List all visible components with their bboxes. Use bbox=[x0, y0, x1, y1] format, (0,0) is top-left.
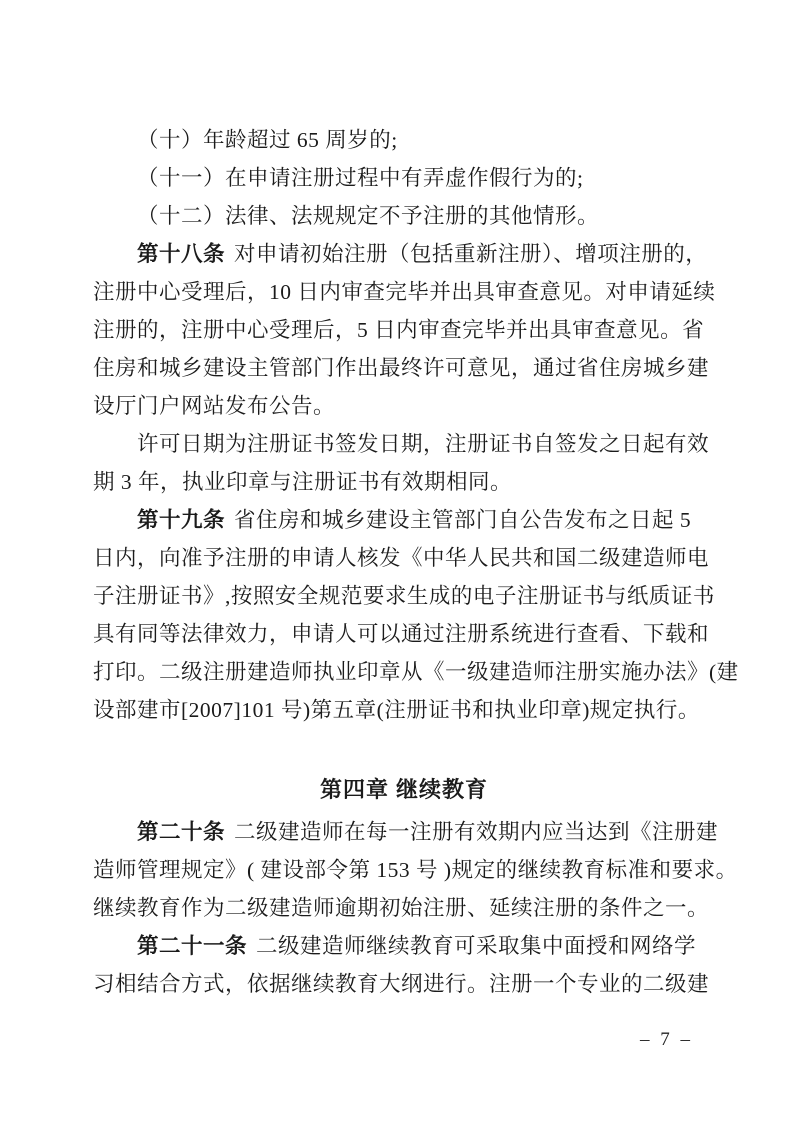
text-line bbox=[93, 653, 739, 691]
text-line bbox=[93, 273, 715, 311]
line-text: 造师管理规定》( 建设部令第 153 号 )规定的继续教育标准和要求。 bbox=[93, 858, 738, 882]
line-text: 习相结合方式，依据继续教育大纲进行。注册一个专业的二级建 bbox=[93, 972, 710, 996]
line-text: （十二）法律、法规规定不予注册的其他情形。 bbox=[137, 204, 600, 228]
list-item-line bbox=[93, 121, 715, 159]
article-number: 第二十条 bbox=[137, 820, 226, 844]
text-line bbox=[93, 463, 715, 501]
document-body bbox=[93, 121, 739, 1003]
line-text: 许可日期为注册证书签发日期，注册证书自签发之日起有效 bbox=[137, 432, 710, 456]
article-line bbox=[93, 235, 715, 273]
line-text: 打印。二级注册建造师执业印章从《一级建造师注册实施办法》(建 bbox=[93, 660, 739, 684]
text-line bbox=[93, 577, 715, 615]
line-text: 注册中心受理后，10 日内审查完毕并出具审查意见。对申请延续 bbox=[93, 280, 716, 304]
line-text: 具有同等法律效力，申请人可以通过注册系统进行查看、下载和 bbox=[93, 622, 710, 646]
line-text: 设厅门户网站发布公告。 bbox=[93, 394, 336, 418]
line-text: 住房和城乡建设主管部门作出最终许可意见，通过省住房城乡建 bbox=[93, 356, 710, 380]
text-line bbox=[93, 539, 715, 577]
line-text: 设部建市[2007]101 号)第五章(注册证书和执业印章)规定执行。 bbox=[93, 698, 700, 722]
article-number: 第二十一条 bbox=[137, 934, 248, 958]
line-text: 注册的，注册中心受理后，5 日内审查完毕并出具审查意见。省 bbox=[93, 318, 705, 342]
article-number: 第十九条 bbox=[137, 508, 226, 532]
text-line bbox=[93, 387, 715, 425]
line-text: 对申请初始注册（包括重新注册）、增项注册的， bbox=[234, 242, 708, 266]
article-line bbox=[93, 927, 715, 965]
text-line bbox=[93, 425, 715, 463]
line-text: 期 3 年，执业印章与注册证书有效期相同。 bbox=[93, 470, 513, 494]
chapter-heading: 第四章 继续教育 bbox=[319, 777, 489, 802]
text-line bbox=[93, 889, 715, 927]
text-line bbox=[93, 965, 715, 1003]
text-line bbox=[93, 851, 738, 889]
line-text: 二级建造师继续教育可采取集中面授和网络学 bbox=[256, 934, 697, 958]
list-item-line bbox=[93, 159, 715, 197]
article-line bbox=[93, 813, 719, 851]
text-line bbox=[93, 349, 715, 387]
page-number: – 7 – bbox=[640, 1029, 693, 1050]
text-line bbox=[93, 615, 715, 653]
article-line bbox=[93, 501, 715, 539]
line-text: 日内，向准予注册的申请人核发《中华人民共和国二级建造师电 bbox=[93, 546, 710, 570]
text-line bbox=[93, 691, 715, 729]
line-text: 省住房和城乡建设主管部门自公告发布之日起 5 bbox=[234, 508, 692, 532]
line-text: 子注册证书》,按照安全规范要求生成的电子注册证书与纸质证书 bbox=[93, 584, 715, 608]
line-text: （十一）在申请注册过程中有弄虚作假行为的; bbox=[137, 166, 584, 190]
list-item-line bbox=[93, 197, 715, 235]
text-line bbox=[93, 311, 715, 349]
line-text: （十）年龄超过 65 周岁的; bbox=[137, 128, 398, 152]
line-text: 二级建造师在每一注册有效期内应当达到《注册建 bbox=[234, 820, 719, 844]
article-number: 第十八条 bbox=[137, 242, 226, 266]
line-text: 继续教育作为二级建造师逾期初始注册、延续注册的条件之一。 bbox=[93, 896, 710, 920]
